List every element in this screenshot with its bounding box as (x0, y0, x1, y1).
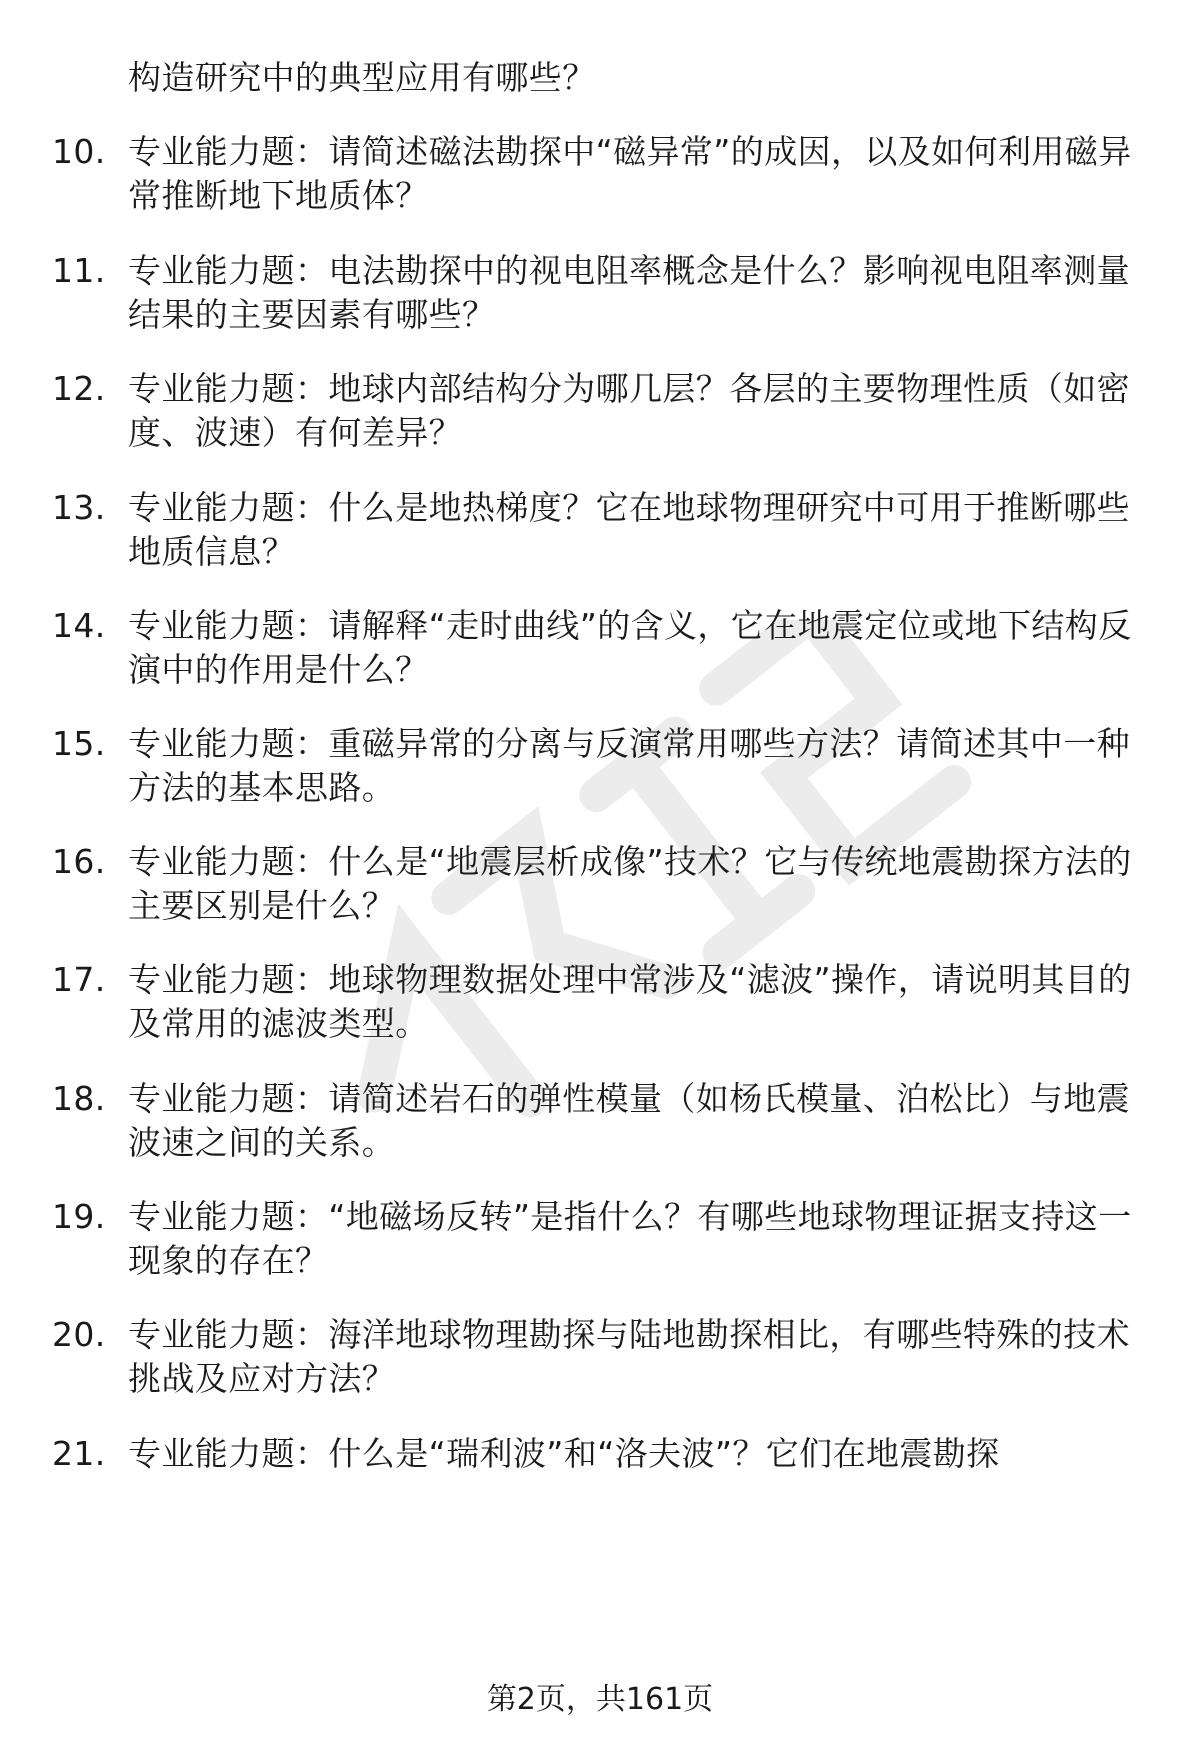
question-number: 14. (52, 606, 106, 645)
question-number: 10. (52, 132, 106, 171)
question-item (52, 1432, 1142, 1476)
question-text: 专业能力题：请解释“走时曲线”的含义，它在地震定位或地下结构反演中的作用是什么？ (128, 606, 1132, 689)
question-text: 专业能力题：什么是“地震层析成像”技术？它与传统地震勘探方法的主要区别是什么？ (128, 842, 1132, 925)
question-text: 专业能力题：什么是“瑞利波”和“洛夫波”？它们在地震勘探 (128, 1434, 1000, 1473)
question-item (52, 1313, 1142, 1401)
question-item (52, 367, 1142, 455)
question-text: 专业能力题：地球内部结构分为哪几层？各层的主要物理性质（如密度、波速）有何差异？ (128, 369, 1130, 452)
question-number: 16. (52, 842, 106, 881)
question-number: 15. (52, 724, 106, 763)
question-item (52, 130, 1142, 218)
question-item (52, 486, 1142, 574)
question-text: 专业能力题：“地磁场反转”是指什么？有哪些地球物理证据支持这一现象的存在？ (128, 1197, 1132, 1280)
page-footer: 第2页，共161页 (486, 1682, 714, 1717)
question-item (52, 722, 1142, 810)
question-text: 专业能力题：请简述岩石的弹性模量（如杨氏模量、泊松比）与地震波速之间的关系。 (128, 1079, 1130, 1162)
question-text: 专业能力题：请简述磁法勘探中“磁异常”的成因，以及如何利用磁异常推断地下地质体？ (128, 132, 1132, 215)
question-text: 专业能力题：电法勘探中的视电阻率概念是什么？影响视电阻率测量结果的主要因素有哪些？ (128, 251, 1130, 334)
question-number: 20. (52, 1315, 106, 1354)
question-number: 12. (52, 369, 106, 408)
question-item (52, 1077, 1142, 1165)
question-number: 21. (52, 1434, 106, 1473)
continuation-text: 构造研究中的典型应用有哪些？ (128, 58, 596, 97)
question-number: 19. (52, 1197, 106, 1236)
question-number: 11. (52, 251, 106, 290)
question-item (52, 604, 1142, 692)
question-text: 专业能力题：地球物理数据处理中常涉及“滤波”操作，请说明其目的及常用的滤波类型。 (128, 960, 1132, 1043)
question-text: 专业能力题：海洋地球物理勘探与陆地勘探相比，有哪些特殊的技术挑战及应对方法？ (128, 1315, 1130, 1398)
question-item (52, 840, 1142, 928)
question-number: 17. (52, 960, 106, 999)
question-item (52, 1195, 1142, 1283)
question-number: 13. (52, 488, 106, 527)
question-item (52, 249, 1142, 337)
question-text: 专业能力题：什么是地热梯度？它在地球物理研究中可用于推断哪些地质信息？ (128, 488, 1130, 571)
question-item (52, 958, 1142, 1046)
question-number: 18. (52, 1079, 106, 1118)
question-text: 专业能力题：重磁异常的分离与反演常用哪些方法？请简述其中一种方法的基本思路。 (128, 724, 1130, 807)
